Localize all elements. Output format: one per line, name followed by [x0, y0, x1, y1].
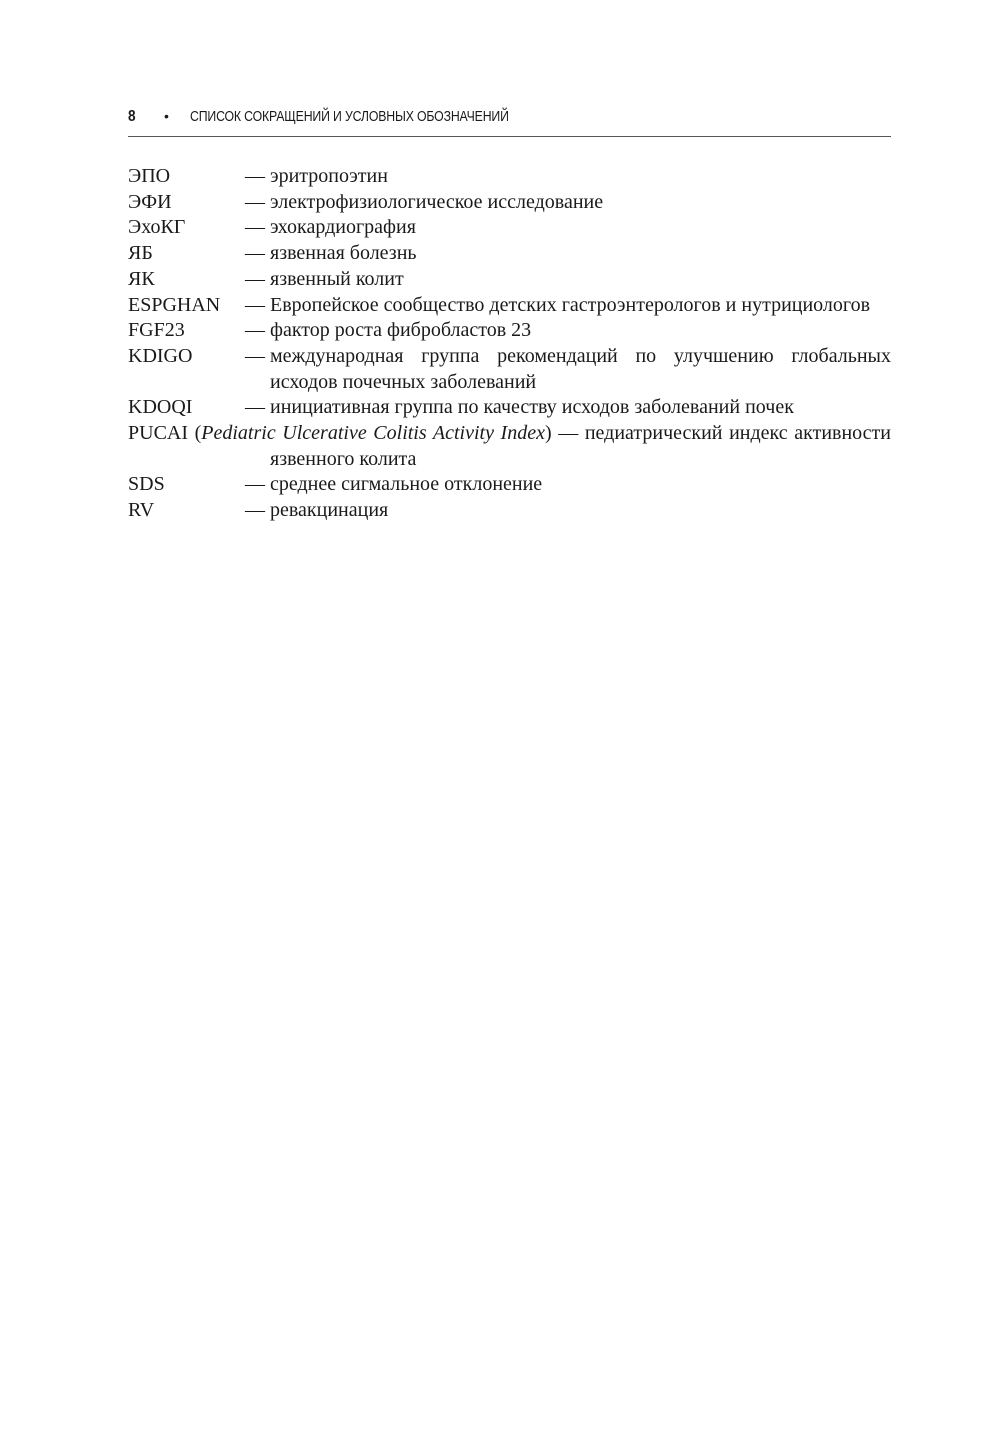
abbreviation-entry	[128, 344, 891, 395]
abbreviation-entry	[128, 241, 891, 267]
abbreviation-definition: Европейское сообщество детских гастроэнтерологов и нутрициологов	[270, 293, 871, 316]
abbreviation-term: PUCAI	[128, 422, 189, 445]
dash: —	[245, 499, 265, 522]
abbreviation-term: ЯК	[128, 267, 155, 290]
abbreviation-entry	[128, 164, 891, 190]
dash: —	[245, 396, 265, 419]
abbreviation-term: SDS	[128, 473, 165, 496]
abbreviation-definition: среднее сигмальное отклонение	[270, 473, 543, 496]
abbreviation-definition: язвенная болезнь	[270, 242, 417, 265]
abbreviation-entry	[128, 472, 891, 498]
dash: —	[245, 242, 265, 265]
abbreviation-term: ЭПО	[128, 165, 171, 187]
abbreviation-entry	[128, 215, 891, 241]
close-paren-dash: ) —	[544, 422, 585, 445]
dash: —	[245, 319, 265, 342]
abbreviation-term: KDIGO	[128, 344, 193, 367]
bullet-separator: •	[164, 108, 169, 124]
abbreviation-entry	[128, 293, 891, 319]
dash: —	[245, 190, 265, 213]
dash: —	[245, 267, 265, 290]
abbreviation-definition: международная группа рекомендаций по улучшению глобальных исходов почечных заболеваний	[270, 344, 891, 393]
abbreviation-term: FGF23	[128, 319, 185, 342]
abbreviation-definition: эхокардиография	[270, 216, 416, 239]
section-title: СПИСОК СОКРАЩЕНИЙ И УСЛОВНЫХ ОБОЗНАЧЕНИЙ	[190, 108, 509, 125]
dash: —	[245, 216, 265, 239]
abbreviation-entry	[128, 318, 891, 344]
abbreviation-term: ЭФИ	[128, 190, 172, 213]
abbreviation-term: ЯБ	[128, 242, 153, 265]
open-paren: (	[188, 422, 202, 445]
page-number: 8	[128, 108, 136, 125]
abbreviation-definition: ревакцинация	[270, 499, 389, 522]
abbreviation-expansion: Pediatric Ulcerative Colitis Activity Index	[201, 422, 545, 445]
abbreviation-entry	[128, 267, 891, 293]
dash: —	[245, 293, 265, 316]
dash: —	[245, 165, 265, 187]
running-header	[128, 108, 891, 137]
abbreviation-entry	[128, 395, 891, 421]
abbreviation-definition: электрофизиологическое исследование	[270, 190, 604, 213]
abbreviation-definition: инициативная группа по качеству исходов заболеваний почек	[270, 396, 794, 419]
abbreviation-list	[128, 164, 891, 524]
abbreviation-definition: эритропоэтин	[270, 165, 388, 187]
abbreviation-entry	[128, 190, 891, 216]
abbreviation-term: ESPGHAN	[128, 293, 221, 316]
abbreviation-term: ЭхоКГ	[128, 216, 186, 239]
abbreviation-definition: фактор роста фибробластов 23	[270, 319, 532, 342]
abbreviation-term: RV	[128, 499, 155, 522]
abbreviation-entry	[128, 498, 891, 524]
abbreviation-term: KDOQI	[128, 396, 193, 419]
dash: —	[245, 473, 265, 496]
abbreviation-definition: педиатрический индекс активности язвенного колита	[270, 422, 891, 470]
abbreviation-definition: язвенный колит	[270, 267, 404, 290]
abbreviation-entry-pucai	[128, 421, 891, 472]
dash: —	[245, 344, 265, 367]
